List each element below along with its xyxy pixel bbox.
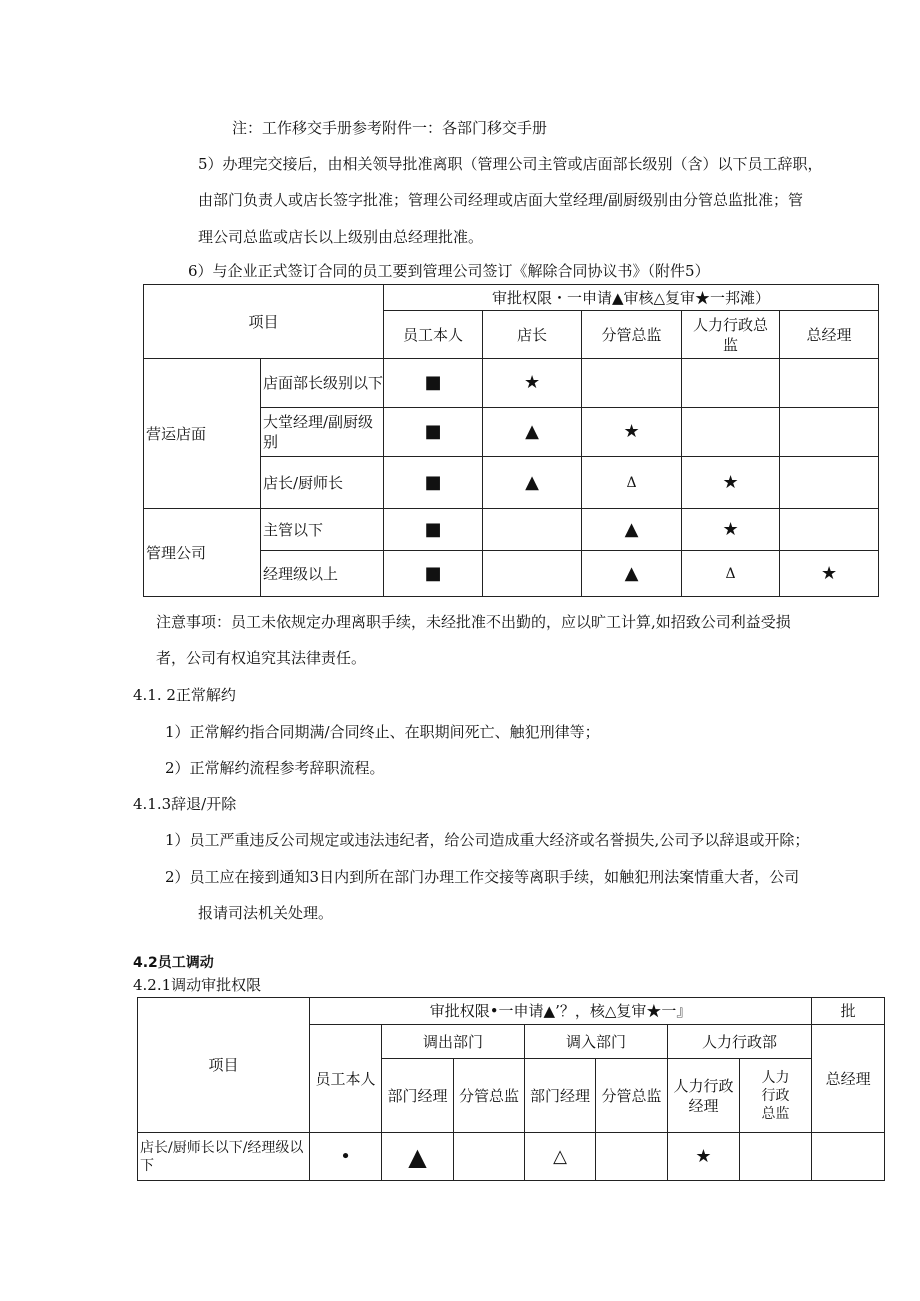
section-4-1-3-item2-line2: 报请司法机关处理。 (198, 904, 334, 922)
table1-group-management: 管理公司 (144, 509, 261, 597)
table2-cell (812, 1133, 885, 1181)
table1-cell: ★ (582, 408, 682, 457)
transfer-approval-table (137, 997, 885, 1181)
table1-cell (780, 408, 879, 457)
section-4-1-3-item2-line1: 2）员工应在接到通知3日内到所在部门办理工作交接等离职手续，如触犯刑法案情重大者，公司 (165, 868, 800, 886)
table1-cell: ■ (384, 408, 483, 457)
table1-group-stores: 营运店面 (144, 359, 261, 509)
table1-cell: ★ (682, 509, 780, 551)
table1-cell (780, 359, 879, 408)
paragraph-6: 6）与企业正式签订合同的员工要到管理公司签订《解除合同协议书》（附件5） (188, 262, 710, 280)
notice-line2: 者，公司有权追究其法律责任。 (156, 649, 367, 667)
table1-cell (780, 457, 879, 509)
section-4-2-1-title: 4.2.1调动审批权限 (133, 976, 262, 994)
table2-col-out-dept-manager: 部门经理 (382, 1059, 454, 1133)
table1-item-header: 项目 (144, 285, 384, 359)
table1-cell: Δ (682, 551, 780, 597)
section-4-1-3-item1: 1）员工严重违反公司规定或违法违纪者，给公司造成重大经济或名誉损失,公司予以辞退或开除； (165, 831, 810, 849)
table1-cell (483, 551, 582, 597)
table2-col-hr-director: 人力行政总监 (740, 1059, 812, 1133)
notice-line1: 注意事项：员工未依规定办理离职手续，未经批准不出勤的，应以旷工计算,如招致公司利益受损 (156, 613, 791, 631)
section-4-1-2-item2: 2）正常解约流程参考辞职流程。 (165, 759, 385, 777)
table2-cell: ★ (668, 1133, 740, 1181)
table1-cell: ★ (483, 359, 582, 408)
section-4-1-3-title: 4.1.3辞退/开除 (133, 795, 237, 813)
table1-authority-header: 审批权限・一申请▲审核△复审★一邦滩） (384, 285, 879, 311)
table1-cell (682, 408, 780, 457)
table2-col-in-dept: 调入部门 (525, 1025, 668, 1059)
table1-cell: ▲ (582, 509, 682, 551)
paragraph-5-line2: 由部门负责人或店长签字批准；管理公司经理或店面大堂经理/副厨级别由分管总监批准；管 (198, 191, 804, 209)
table1-cell (780, 509, 879, 551)
table1-row-label: 主管以下 (261, 509, 384, 551)
table2-col-hr-dept: 人力行政部 (668, 1025, 812, 1059)
table1-cell: Δ (582, 457, 682, 509)
table1-cell: ★ (682, 457, 780, 509)
table2-col-in-dept-manager: 部门经理 (525, 1059, 596, 1133)
table1-row-label: 大堂经理/副厨级别 (261, 408, 384, 457)
section-4-2-title: 4.2员工调动 (133, 955, 214, 971)
table1-col-store-manager: 店长 (483, 311, 582, 359)
note-handover-manual: 注：工作移交手册参考附件一：各部门移交手册 (232, 119, 548, 137)
table1-cell: ▲ (483, 457, 582, 509)
table1-cell: ▲ (483, 408, 582, 457)
table2-cell (454, 1133, 525, 1181)
table2-col-out-director: 分管总监 (454, 1059, 525, 1133)
table1-row-label: 经理级以上 (261, 551, 384, 597)
table2-item-header: 项目 (138, 998, 310, 1133)
table2-col-out-dept: 调出部门 (382, 1025, 525, 1059)
paragraph-5-line1: 5）办理完交接后，由相关领导批准离职（管理公司主管或店面部长级别（含）以下员工辞职， (198, 155, 823, 173)
section-4-1-2-title: 4.1. 2正常解约 (133, 686, 236, 704)
table2-cell: • (310, 1133, 382, 1181)
table2-col-hr-manager: 人力行政经理 (668, 1059, 740, 1133)
table1-cell: ■ (384, 359, 483, 408)
table2-col-in-director: 分管总监 (596, 1059, 668, 1133)
table2-col-employee: 员工本人 (310, 1025, 382, 1133)
table2-approve-header: 批 (812, 998, 885, 1025)
section-4-1-2-item1: 1）正常解约指合同期满/合同终止、在职期间死亡、触犯刑律等； (165, 723, 600, 741)
table2-cell: ▲ (382, 1133, 454, 1181)
table2-row-label: 店长/厨师长以下/经理级以下 (138, 1133, 310, 1181)
table1-col-director: 分管总监 (582, 311, 682, 359)
paragraph-5-line3: 理公司总监或店长以上级别由总经理批准。 (198, 228, 484, 246)
table2-cell (740, 1133, 812, 1181)
table2-authority-header: 审批权限•一申请▲’？，核△复审★一』 (310, 998, 812, 1025)
table1-cell: ■ (384, 509, 483, 551)
table2-cell: △ (525, 1133, 596, 1181)
table2-cell (596, 1133, 668, 1181)
table1-cell: ■ (384, 457, 483, 509)
table1-cell (682, 359, 780, 408)
table1-col-hr-director: 人力行政总监 (682, 311, 780, 359)
resignation-approval-table (143, 284, 879, 597)
table2-col-gm: 总经理 (812, 1025, 885, 1133)
table1-cell (483, 509, 582, 551)
table1-cell: ■ (384, 551, 483, 597)
table1-row-label: 店面部长级别以下 (261, 359, 384, 408)
table1-cell: ★ (780, 551, 879, 597)
table1-col-gm: 总经理 (780, 311, 879, 359)
table1-row-label: 店长/厨师长 (261, 457, 384, 509)
table1-col-employee: 员工本人 (384, 311, 483, 359)
table1-cell: ▲ (582, 551, 682, 597)
table1-cell (582, 359, 682, 408)
